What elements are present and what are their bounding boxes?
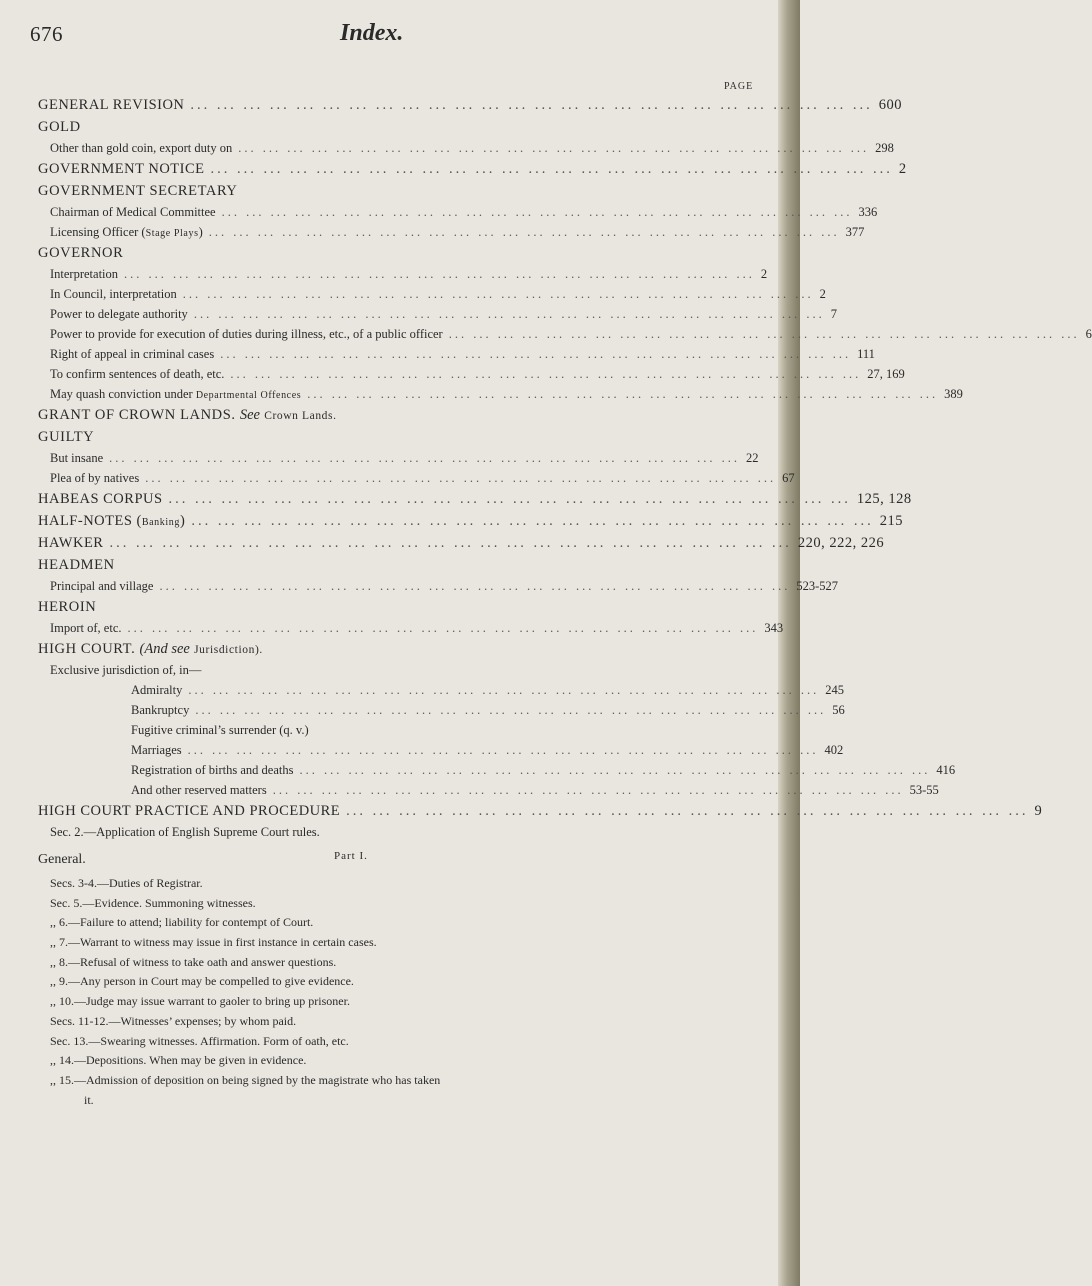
entry-label: HIGH COURT PRACTICE AND PROCEDURE xyxy=(38,803,341,819)
page-reference: 9 xyxy=(1034,803,1043,819)
dot-leader: ... ... ... ... ... ... ... ... ... ... ... ... ... ... ... ... ... ... ... ... ... ... ... ... ... ... xyxy=(448,327,1080,341)
index-heading: GOVERNMENT SECRETARY xyxy=(38,183,238,199)
dot-leader: ... ... ... ... ... ... ... ... ... ... ... ... ... ... ... ... ... ... ... ... ... ... ... ... ... ... xyxy=(195,703,827,717)
index-sub-entry xyxy=(38,468,795,488)
entry-text xyxy=(50,202,216,222)
page-reference: 600 xyxy=(878,97,903,113)
part-header xyxy=(38,848,758,874)
index-sub-entry xyxy=(38,680,845,700)
entry-label: In Council, interpretation xyxy=(50,287,177,301)
dot-leader: ... ... ... ... ... ... ... ... ... ... ... ... ... ... ... ... ... ... ... ... ... ... ... ... ... ... xyxy=(188,683,820,697)
page-reference: 67 xyxy=(782,471,795,485)
see-label: (And see xyxy=(139,641,190,657)
page-reference: 6 xyxy=(1085,327,1092,341)
section-line: Secs. 11-12.—Witnesses’ expenses; by whom paid. xyxy=(50,1013,297,1028)
entry-small-caps: Stage Plays xyxy=(145,228,199,239)
cross-reference: Jurisdiction). xyxy=(194,644,263,656)
entry-label: Import of, etc. xyxy=(50,621,122,635)
page-column-label: PAGE xyxy=(724,81,754,92)
entry-label: GOVERNMENT NOTICE xyxy=(38,161,205,177)
section-line: ,, 9.—Any person in Court may be compelled to give evidence. xyxy=(50,974,354,989)
see-label: See xyxy=(239,407,260,423)
page-reference: 22 xyxy=(746,451,759,465)
entry-suffix: ) xyxy=(198,225,203,239)
section-line: ,, 10.—Judge may issue warrant to gaoler to bring up prisoner. xyxy=(50,994,350,1009)
dot-leader: ... ... ... ... ... ... ... ... ... ... ... ... ... ... ... ... ... ... ... ... ... ... ... ... ... ... xyxy=(230,367,862,381)
dot-leader: ... ... ... ... ... ... ... ... ... ... ... ... ... ... ... ... ... ... ... ... ... ... ... ... ... ... xyxy=(159,579,791,593)
page-reference: 2 xyxy=(898,161,907,177)
entry-label: HALF-NOTES ( xyxy=(38,513,142,529)
entry-text xyxy=(50,304,188,324)
page-reference: 53-55 xyxy=(909,783,939,797)
entry-label: May quash conviction under xyxy=(50,387,196,401)
dot-leader: ... ... ... ... ... ... ... ... ... ... ... ... ... ... ... ... ... ... ... ... ... ... ... ... ... ... xyxy=(193,307,825,321)
index-sub-entry xyxy=(38,780,939,800)
entry-text xyxy=(50,264,118,284)
index-sub-entry xyxy=(38,740,844,760)
dot-leader: ... ... ... ... ... ... ... ... ... ... ... ... ... ... ... ... ... ... ... ... ... ... ... ... ... ... xyxy=(346,803,1029,819)
entry-label: Power to delegate authority xyxy=(50,307,188,321)
page-reference: 298 xyxy=(875,141,894,155)
entry-text xyxy=(50,576,153,596)
entry-text xyxy=(50,324,443,344)
section-line: it. xyxy=(84,1092,94,1107)
dot-leader: ... ... ... ... ... ... ... ... ... ... ... ... ... ... ... ... ... ... ... ... ... ... ... ... ... ... xyxy=(299,763,931,777)
dot-leader: ... ... ... ... ... ... ... ... ... ... ... ... ... ... ... ... ... ... ... ... ... ... ... ... ... ... xyxy=(221,205,853,219)
section-list xyxy=(38,874,758,1110)
index-list xyxy=(38,94,1092,1110)
dot-leader: ... ... ... ... ... ... ... ... ... ... ... ... ... ... ... ... ... ... ... ... ... ... ... ... ... ... xyxy=(191,513,874,529)
running-head: Index. xyxy=(340,20,404,46)
index-heading-cross-ref xyxy=(38,638,758,660)
entry-label: Power to provide for execution of duties during illness, etc., of a public officer xyxy=(50,327,443,341)
entry-label: And other reserved matters xyxy=(131,783,267,797)
part-label: General. xyxy=(38,852,86,867)
entry-suffix: ) xyxy=(179,513,186,529)
page-reference: 2 xyxy=(760,267,768,281)
entry-text xyxy=(131,700,189,720)
dot-leader: ... ... ... ... ... ... ... ... ... ... ... ... ... ... ... ... ... ... ... ... ... ... ... ... ... ... xyxy=(127,621,759,635)
section-line: Sec. 5.—Evidence. Summoning witnesses. xyxy=(50,895,256,910)
entry-text xyxy=(50,284,177,304)
dot-leader: ... ... ... ... ... ... ... ... ... ... ... ... ... ... ... ... ... ... ... ... ... ... ... ... ... ... xyxy=(124,267,755,281)
page-reference: 56 xyxy=(832,703,845,717)
entry-label: To confirm sentences of death, etc. xyxy=(50,367,225,381)
entry-text xyxy=(50,364,224,384)
index-sub-entry xyxy=(38,344,875,364)
dot-leader: ... ... ... ... ... ... ... ... ... ... ... ... ... ... ... ... ... ... ... ... ... ... ... ... ... ... xyxy=(210,161,893,177)
heading-text: GRANT OF CROWN LANDS. xyxy=(38,407,236,423)
entry-text xyxy=(131,780,267,800)
entry-label: HABEAS CORPUS xyxy=(38,491,163,507)
dot-leader: ... ... ... ... ... ... ... ... ... ... ... ... ... ... ... ... ... ... ... ... ... ... ... ... ... ... xyxy=(238,141,870,155)
entry-label: Chairman of Medical Committee xyxy=(50,205,216,219)
index-sub-entry xyxy=(38,576,838,596)
index-sub-entry xyxy=(38,618,784,638)
index-main-entry xyxy=(38,488,912,510)
page-reference: 7 xyxy=(830,307,837,321)
index-sub-entry xyxy=(38,324,1092,344)
entry-label: Marriages xyxy=(131,743,182,757)
dot-leader: ... ... ... ... ... ... ... ... ... ... ... ... ... ... ... ... ... ... ... ... ... ... ... ... ... ... xyxy=(168,491,851,507)
section-line: Secs. 3-4.—Duties of Registrar. xyxy=(50,876,203,890)
dot-leader: ... ... ... ... ... ... ... ... ... ... ... ... ... ... ... ... ... ... ... ... ... ... ... ... ... ... xyxy=(109,535,792,551)
entry-text xyxy=(131,740,182,760)
index-sub-entry xyxy=(38,138,894,158)
entry-text xyxy=(38,532,103,554)
page-reference: 220, 222, 226 xyxy=(797,535,885,551)
entry-label: Principal and village xyxy=(50,579,154,593)
section-line: Sec. 13.—Swearing witnesses. Affirmation. Form of oath, etc. xyxy=(50,1033,349,1048)
dot-leader: ... ... ... ... ... ... ... ... ... ... ... ... ... ... ... ... ... ... ... ... ... ... ... ... ... ... xyxy=(145,471,777,485)
dot-leader: ... ... ... ... ... ... ... ... ... ... ... ... ... ... ... ... ... ... ... ... ... ... ... ... ... ... xyxy=(190,97,873,113)
index-heading: HEROIN xyxy=(38,599,97,615)
index-note: Fugitive criminal’s surrender (q. v.) xyxy=(131,723,309,737)
section-line: ,, 15.—Admission of deposition on being signed by the magistrate who has taken xyxy=(50,1072,441,1087)
entry-label: But insane xyxy=(50,451,104,465)
entry-small-caps: Departmental Offences xyxy=(195,390,302,401)
entry-text xyxy=(131,760,293,780)
entry-text xyxy=(50,468,139,488)
entry-text xyxy=(131,680,182,700)
page-reference: 215 xyxy=(879,513,903,529)
entry-text xyxy=(38,158,205,180)
dot-leader: ... ... ... ... ... ... ... ... ... ... ... ... ... ... ... ... ... ... ... ... ... ... ... ... ... ... xyxy=(182,287,814,301)
index-heading: GOVERNOR xyxy=(38,245,124,261)
index-heading-cross-ref xyxy=(38,404,758,426)
index-main-entry xyxy=(38,158,907,180)
dot-leader: ... ... ... ... ... ... ... ... ... ... ... ... ... ... ... ... ... ... ... ... ... ... ... ... ... ... xyxy=(220,347,852,361)
entry-text xyxy=(38,94,184,116)
entry-text xyxy=(50,138,232,158)
index-sub-entry xyxy=(38,760,956,780)
page-reference: 245 xyxy=(825,683,845,697)
entry-label: Other than gold coin, export duty on xyxy=(50,141,233,155)
index-main-entry xyxy=(38,800,1043,822)
index-sub-entry xyxy=(38,202,878,222)
index-note: Exclusive jurisdiction of, in— xyxy=(50,663,202,677)
index-sub-entry xyxy=(38,448,758,468)
page-edge-shadow xyxy=(778,0,800,1286)
page-reference: 389 xyxy=(944,387,963,401)
page-reference: 111 xyxy=(857,347,875,361)
entry-label: Plea of by natives xyxy=(50,471,140,485)
entry-text xyxy=(38,488,163,510)
index-heading: HEADMEN xyxy=(38,557,115,573)
entry-label: Bankruptcy xyxy=(131,703,190,717)
index-main-entry xyxy=(38,532,885,554)
cross-reference: Crown Lands. xyxy=(264,410,337,422)
dot-leader: ... ... ... ... ... ... ... ... ... ... ... ... ... ... ... ... ... ... ... ... ... ... ... ... ... ... xyxy=(208,225,840,239)
page-number: 676 xyxy=(30,22,63,46)
page-reference: 416 xyxy=(936,763,956,777)
entry-label: Interpretation xyxy=(50,267,119,281)
entry-text xyxy=(50,344,214,364)
section-line: ,, 7.—Warrant to witness may issue in first instance in certain cases. xyxy=(50,935,377,950)
index-sub-entry xyxy=(38,284,826,304)
index-heading: GUILTY xyxy=(38,429,95,445)
page-reference: 125, 128 xyxy=(856,491,912,507)
index-sub-entry xyxy=(38,364,905,384)
index-main-entry xyxy=(38,510,903,532)
page-reference: 343 xyxy=(764,621,784,635)
entry-label: Admiralty xyxy=(131,683,183,697)
entry-text xyxy=(50,448,103,468)
index-sub-entry xyxy=(38,222,865,242)
dot-leader: ... ... ... ... ... ... ... ... ... ... ... ... ... ... ... ... ... ... ... ... ... ... ... ... ... ... xyxy=(272,783,904,797)
entry-text xyxy=(38,800,340,822)
entry-text xyxy=(50,618,122,638)
dot-leader: ... ... ... ... ... ... ... ... ... ... ... ... ... ... ... ... ... ... ... ... ... ... ... ... ... ... xyxy=(109,451,740,465)
page-reference: 336 xyxy=(858,205,878,219)
section-line: ,, 6.—Failure to attend; liability for contempt of Court. xyxy=(50,915,314,930)
dot-leader: ... ... ... ... ... ... ... ... ... ... ... ... ... ... ... ... ... ... ... ... ... ... ... ... ... ... xyxy=(187,743,819,757)
page-reference: 27, 169 xyxy=(867,367,905,381)
page-reference: 523-527 xyxy=(796,579,838,593)
entry-text xyxy=(50,222,203,244)
entry-text xyxy=(50,384,301,406)
index-sub-entry xyxy=(38,700,845,720)
index-main-entry xyxy=(38,94,903,116)
entry-label: Licensing Officer ( xyxy=(50,225,146,239)
page-reference: 377 xyxy=(845,225,865,239)
entry-label: HAWKER xyxy=(38,535,104,551)
entry-small-caps: Banking xyxy=(141,517,180,528)
index-sub-entry xyxy=(38,304,837,324)
dot-leader: ... ... ... ... ... ... ... ... ... ... ... ... ... ... ... ... ... ... ... ... ... ... ... ... ... ... xyxy=(307,387,939,401)
heading-text: HIGH COURT. xyxy=(38,641,136,657)
index-entries xyxy=(38,94,1092,842)
entry-label: Right of appeal in criminal cases xyxy=(50,347,215,361)
index-note: Sec. 2.—Application of English Supreme Court rules. xyxy=(50,825,320,839)
entry-text xyxy=(38,510,185,534)
page-reference: 402 xyxy=(824,743,844,757)
section-line: ,, 8.—Refusal of witness to take oath and answer questions. xyxy=(50,954,337,969)
index-sub-entry xyxy=(38,264,768,284)
index-sub-entry xyxy=(38,384,963,404)
section-line: ,, 14.—Depositions. When may be given in evidence. xyxy=(50,1053,307,1068)
index-heading: GOLD xyxy=(38,119,81,135)
part-title: Part I. xyxy=(334,850,368,862)
entry-label: GENERAL REVISION xyxy=(38,97,185,113)
entry-label: Registration of births and deaths xyxy=(131,763,294,777)
page-reference: 2 xyxy=(819,287,826,301)
